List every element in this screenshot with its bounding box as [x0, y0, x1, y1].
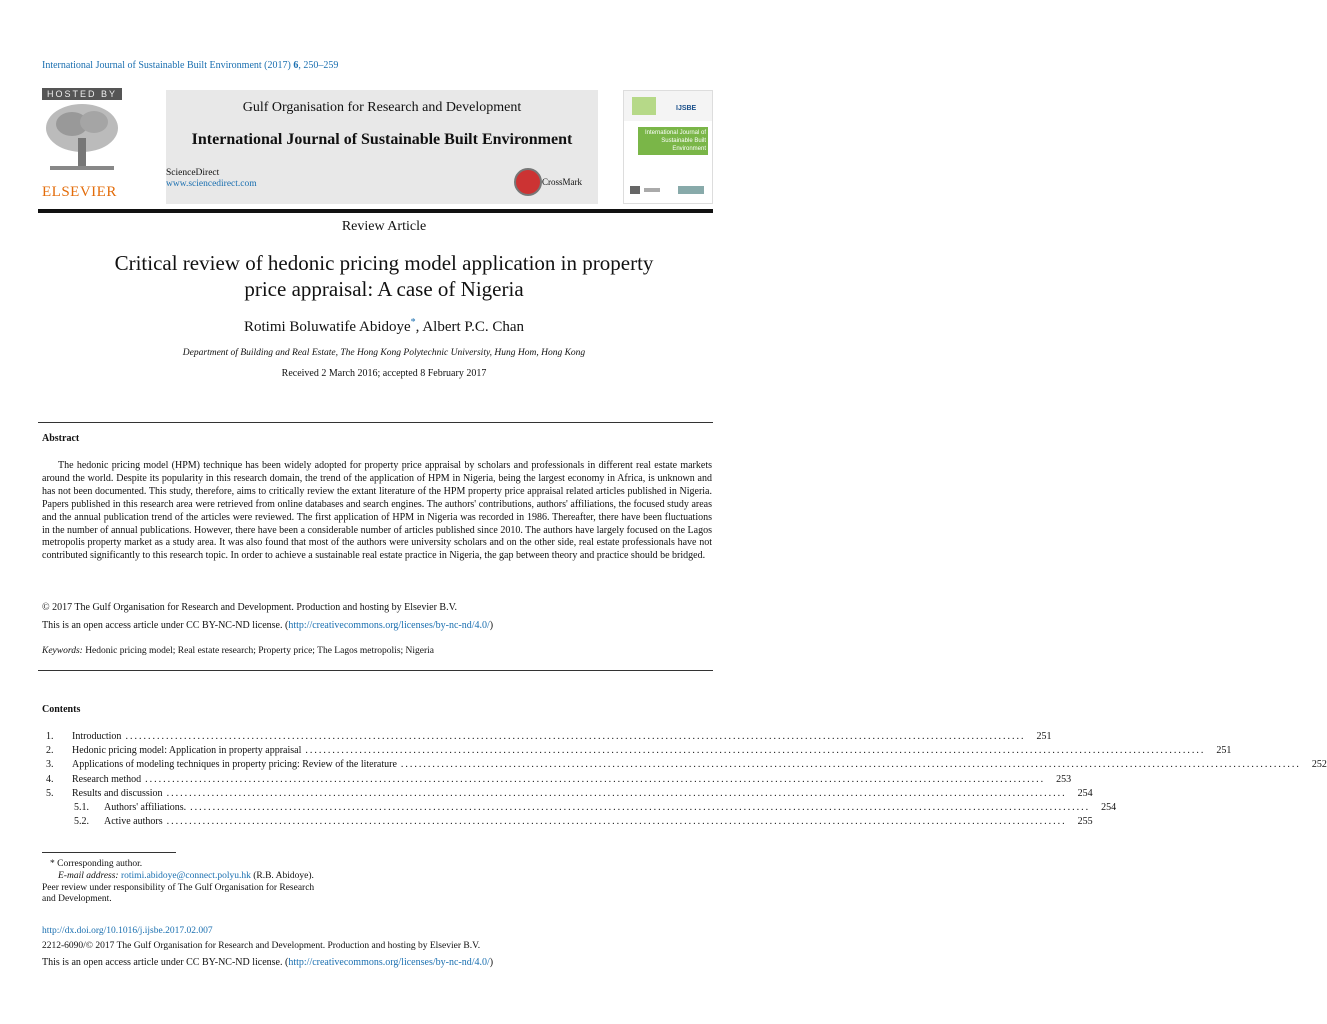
- toc-entry-page: 254: [1077, 787, 1093, 799]
- peer-review-line-1: Peer review under responsibility of The Gulf Organisation for Research: [42, 882, 315, 893]
- journal-title: International Journal of Sustainable Built Environment: [191, 131, 573, 148]
- citation-pages: , 250–259: [298, 60, 339, 71]
- abstract-text: The hedonic pricing model (HPM) technique has been widely adopted for property price appraisal by scholars and professionals in different real estate markets around the world. Despite its popularity in this research domain, the trend of the application of HPM in Nigeria, being the largest economy in Africa, is unknown and has not been documented. This study, therefore, aims to critically review the extant literature of the HPM property price appraisal related articles published in Nigeria. Papers published in this research area were retrieved from online databases and search engines. The authors' contributions, authors' affiliations, the focused study areas and the annual publication trend of the articles were reviewed. The first application of HPM in Nigeria was recorded in 1986. Thereafter, there have been fluctuations in the number of annual publications. However, there have been a considerable number of articles published since 2010. The authors have largely focused on the Lagos metropolis property market as a study area. It was also found that most of the authors were university scholars and on the other side, real estate professionals have not contributed significantly to this research topic. In order to achieve a sustainable real estate practice in Nigeria, the gap between theory and practice should be bridged.: [42, 460, 712, 562]
- sciencedirect-label: ScienceDirect: [166, 168, 220, 178]
- sciencedirect-block: [166, 168, 257, 190]
- journal-citation[interactable]: [42, 60, 338, 71]
- author-abidoye: Rotimi Boluwatife Abidoye: [244, 319, 411, 335]
- toc-leader-dots: ........................................................................................................................................................................................................: [166, 787, 1067, 799]
- contents-heading: Contents: [42, 704, 81, 715]
- cover-badge: IJSBE: [676, 105, 697, 112]
- toc-entry-number: 5.2.: [74, 816, 89, 828]
- toc-entry-page: 252: [1311, 759, 1327, 771]
- toc-entry-label: Introduction: [72, 731, 122, 742]
- abstract-copyright: © 2017 The Gulf Organisation for Research and Development. Production and hosting by Elsevier B.V.: [42, 602, 458, 613]
- journal-cover-thumbnail[interactable]: [623, 90, 713, 204]
- keywords-label: Keywords:: [42, 646, 83, 656]
- organisation-name: Gulf Organisation for Research and Development: [242, 100, 522, 115]
- abstract-top-rule: [38, 422, 713, 423]
- email-link[interactable]: rotimi.abidoye@connect.polyu.hk: [120, 870, 251, 881]
- article-title: [0, 250, 768, 302]
- abstract-heading: Abstract: [42, 433, 80, 444]
- toc-entry[interactable]: [46, 816, 1093, 830]
- affiliation: Department of Building and Real Estate, The Hong Kong Polytechnic University, Hung Hom, Hong Kong: [182, 348, 586, 358]
- footnotes: [42, 859, 382, 906]
- toc-entry-page: 251: [1036, 731, 1052, 742]
- table-of-contents: [46, 731, 1327, 830]
- license-statement: [42, 620, 493, 631]
- cover-pattern-icon: [632, 97, 656, 115]
- title-line-2: price appraisal: A case of Nigeria: [244, 277, 524, 301]
- toc-entry[interactable]: [46, 787, 1093, 802]
- toc-entry[interactable]: [46, 731, 1052, 745]
- sciencedirect-link[interactable]: www.sciencedirect.com: [166, 179, 257, 189]
- toc-entry[interactable]: [46, 759, 1327, 773]
- article-type: Review Article: [341, 219, 427, 234]
- received-dates: Received 2 March 2016; accepted 8 February 2017: [281, 368, 487, 379]
- footer-license-statement: [42, 957, 493, 968]
- email-note: [42, 871, 382, 883]
- email-label: E-mail address:: [58, 870, 119, 881]
- toc-entry[interactable]: [46, 773, 1072, 788]
- issn-line: 2212-6090/© 2017 The Gulf Organisation for Research and Development. Production and hosting by Elsevier B.V.: [42, 941, 481, 951]
- hosted-by-label: HOSTED BY: [42, 88, 122, 100]
- toc-entry-label: Research method: [72, 773, 142, 785]
- toc-entry-label: Hedonic pricing model: Application in property appraisal: [72, 745, 302, 757]
- doi-link[interactable]: http://dx.doi.org/10.1016/j.ijsbe.2017.02.007: [42, 926, 213, 936]
- corresponding-author-link[interactable]: *: [410, 317, 416, 328]
- toc-entry-page: 253: [1056, 773, 1072, 785]
- peer-review-line-2: and Development.: [42, 894, 112, 905]
- cover-title: International Journal of Sustainable Built Environment: [644, 130, 706, 152]
- toc-leader-dots: ........................................................................................................................................................................................................: [125, 731, 1026, 742]
- crossmark-icon[interactable]: [514, 168, 542, 196]
- toc-entry[interactable]: [46, 801, 1117, 816]
- corresponding-mark: *: [50, 859, 55, 869]
- crossmark-label[interactable]: CrossMark: [542, 177, 582, 187]
- corresponding-note: [42, 859, 382, 871]
- toc-entry-number: 4.: [46, 773, 54, 785]
- license-link[interactable]: http://creativecommons.org/licenses/by-nc-nd/4.0/: [288, 620, 490, 631]
- abstract-bottom-rule: [38, 670, 713, 671]
- elsevier-tree-icon: [42, 102, 122, 172]
- toc-entry-number: 3.: [46, 759, 54, 771]
- footer-license-link[interactable]: http://creativecommons.org/licenses/by-nc-nd/4.0/: [288, 957, 490, 968]
- elsevier-logo[interactable]: ELSEVIER: [42, 184, 117, 200]
- author-chan: , Albert P.C. Chan: [415, 319, 524, 335]
- footnote-rule: [42, 852, 176, 853]
- toc-entry-label: Results and discussion: [72, 787, 163, 799]
- license-text: This is an open access article under CC BY-NC-ND license. (: [42, 620, 289, 631]
- toc-entry-label: Applications of modeling techniques in property pricing: Review of the literature: [72, 759, 397, 771]
- toc-entry-number: 5.: [46, 787, 54, 799]
- toc-entry-number: 5.1.: [74, 801, 89, 813]
- journal-header: [38, 88, 713, 208]
- toc-entry[interactable]: [46, 745, 1232, 759]
- toc-entry-label: Authors' affiliations.: [104, 801, 187, 813]
- footer-license-close: ): [489, 957, 494, 968]
- toc-entry-page: 255: [1077, 816, 1093, 828]
- keywords: [42, 646, 434, 656]
- corresponding-text: Corresponding author.: [57, 859, 143, 869]
- toc-leader-dots: ........................................................................................................................................................................................................: [305, 745, 1206, 757]
- keywords-list: Hedonic pricing model; Real estate research; Property price; The Lagos metropolis; Nigeria: [85, 646, 435, 656]
- toc-leader-dots: ........................................................................................................................................................................................................: [190, 801, 1091, 813]
- title-line-1: Critical review of hedonic pricing model application in property: [114, 251, 654, 275]
- toc-entry-number: 1.: [46, 731, 54, 742]
- license-close: ): [489, 620, 494, 631]
- toc-entry-page: 251: [1216, 745, 1232, 757]
- footer-license-text: This is an open access article under CC BY-NC-ND license. (: [42, 957, 289, 968]
- citation-volume: 6: [293, 60, 299, 71]
- toc-entry-page: 254: [1101, 801, 1117, 813]
- email-owner: (R.B. Abidoye).: [253, 870, 314, 881]
- cover-logos-icon: [628, 183, 708, 197]
- citation-journal: International Journal of Sustainable Built Environment (2017): [42, 60, 291, 71]
- toc-leader-dots: ........................................................................................................................................................................................................: [400, 759, 1301, 771]
- header-divider: [38, 209, 713, 213]
- toc-leader-dots: ........................................................................................................................................................................................................: [166, 816, 1067, 828]
- toc-entry-number: 2.: [46, 745, 54, 757]
- journal-banner: [166, 90, 598, 204]
- toc-leader-dots: ........................................................................................................................................................................................................: [145, 773, 1046, 785]
- toc-entry-label: Active authors: [104, 816, 163, 828]
- author-list: [0, 317, 768, 336]
